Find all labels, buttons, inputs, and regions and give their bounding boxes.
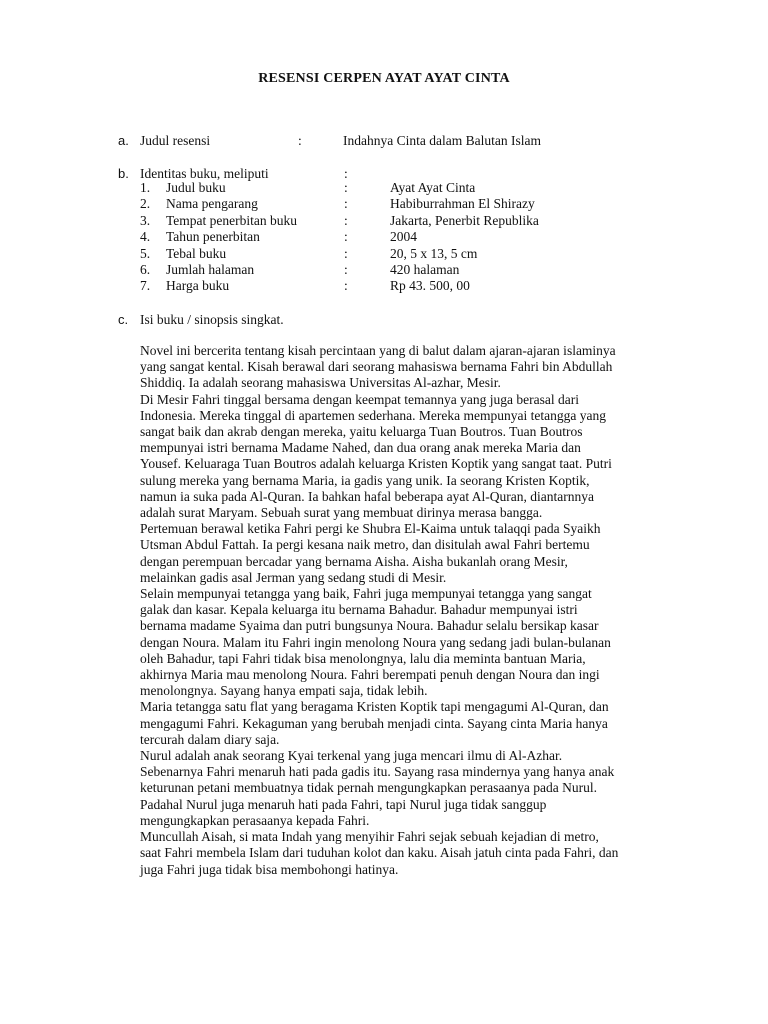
synopsis-line: melainkan gadis asal Jerman yang sedang studi di Mesir. — [140, 569, 447, 585]
synopsis-line: Yousef. Keluaraga Tuan Boutros adalah keluarga Kristen Koptik yang sangat taat. Putri — [140, 456, 612, 472]
identity-row-publisher — [140, 213, 700, 229]
synopsis-line: Novel ini bercerita tentang kisah percintaan yang di balut dalam ajaran-ajaran islaminya — [140, 343, 616, 358]
row-number: 2. — [140, 196, 151, 212]
row-number: 5. — [140, 245, 151, 261]
section-b-label: Identitas buku, meliputi — [140, 166, 269, 181]
synopsis-line: Muncullah Aisah, si mata Indah yang menyihir Fahri sejak sebuah kejadian di metro, — [140, 829, 599, 845]
row-value: Habiburrahman El Shirazy — [390, 196, 535, 212]
row-value: Ayat Ayat Cinta — [390, 180, 476, 195]
synopsis-line: yang sangat kental. Kisah berawal dari seorang mahasiswa bernama Fahri bin Abdullah — [140, 359, 613, 375]
row-value: Rp 43. 500, 00 — [390, 278, 470, 294]
synopsis-line: Utsman Abdul Fattah. Ia pergi kesana naik metro, dan disitulah awal Fahri bertemu — [140, 537, 590, 553]
synopsis-line: dengan perempuan bercadar yang bernama Aisha. Aisha bukanlah orang Mesir, — [140, 553, 568, 569]
row-colon: : — [344, 180, 348, 195]
synopsis-line: dengan Noura. Malam itu Fahri ingin menolong Noura yang sedang jadi bulan-bulanan — [140, 634, 611, 650]
synopsis-line: mempunyai istri bernama Madame Nahed, dan dua orang anak mereka Maria dan — [140, 440, 581, 456]
identity-row-price — [140, 278, 700, 294]
synopsis-line: akhirnya Maria mau menolong Noura. Fahri berempati penuh dengan Noura dan ingi — [140, 667, 600, 683]
synopsis-line: Shiddiq. Ia adalah seorang mahasiswa Universitas Al-azhar, Mesir. — [140, 375, 501, 391]
synopsis-line: saat Fahri membela Islam dari tuduhan kolot dan kaku. Aisah jatuh cinta pada Fahri, dan — [140, 845, 619, 861]
synopsis-line: galak dan kasar. Kepala keluarga itu bernama Bahadur. Bahadur mempunyai istri — [140, 602, 578, 618]
row-label: Nama pengarang — [166, 196, 258, 212]
synopsis-line: Nurul adalah anak seorang Kyai terkenal yang juga mencari ilmu di Al-Azhar. — [140, 748, 563, 764]
row-value: 420 halaman — [390, 261, 460, 277]
synopsis-line: menolongnya. Sayang hanya empati saja, tidak lebih. — [140, 683, 428, 699]
row-label: Jumlah halaman — [166, 261, 255, 277]
synopsis-body — [140, 343, 680, 878]
synopsis-line: mengagumi Fahri. Kekaguman yang berubah menjadi cinta. Sayang cinta Maria hanya — [140, 715, 608, 731]
section-c-label: Isi buku / sinopsis singkat. — [140, 312, 284, 327]
section-a-colon: : — [298, 133, 302, 148]
row-colon: : — [344, 261, 348, 277]
row-colon: : — [344, 212, 348, 228]
row-number: 6. — [140, 261, 151, 277]
section-b-letter: b. — [118, 166, 129, 181]
row-value: 2004 — [390, 229, 417, 245]
synopsis-line: keturunan petani membuatnya tidak pernah mengungkapkan perasaanya pada Nurul. — [140, 780, 597, 796]
row-value: 20, 5 x 13, 5 cm — [390, 245, 478, 261]
section-a-label: Judul resensi — [140, 133, 211, 148]
row-label: Harga buku — [166, 278, 230, 294]
row-number: 3. — [140, 212, 151, 228]
synopsis-line: Selain mempunyai tetangga yang baik, Fahri juga mempunyai tetangga yang sangat — [140, 586, 592, 602]
document-title: RESENSI CERPEN AYAT AYAT CINTA — [258, 71, 510, 86]
row-number: 1. — [140, 180, 151, 195]
row-label: Tempat penerbitan buku — [166, 212, 298, 228]
synopsis-line: tercurah dalam diary saja. — [140, 731, 280, 747]
synopsis-line: Pertemuan berawal ketika Fahri pergi ke Shubra El-Kaima untuk talaqqi pada Syaikh — [140, 521, 601, 537]
row-number: 4. — [140, 229, 151, 245]
book-identity-list — [140, 180, 700, 295]
section-c-letter: c. — [118, 312, 129, 327]
identity-row-thickness — [140, 246, 700, 262]
identity-row-title — [140, 180, 700, 196]
section-a-letter: a. — [118, 133, 129, 148]
synopsis-line: juga Fahri juga tidak bisa membohongi hatinya. — [140, 861, 399, 877]
synopsis-line: namun ia suka pada Al-Quran. Ia bahkan hafal beberapa ayat Al-Quran, diantarnnya — [140, 488, 594, 504]
synopsis-line: sulung mereka yang bernama Maria, ia gadis yang unik. Ia seorang Kristen Koptik, — [140, 472, 590, 488]
identity-row-author — [140, 196, 700, 212]
synopsis-line: Padahal Nurul juga menaruh hati pada Fahri, tapi Nurul juga tidak sanggup — [140, 796, 547, 812]
synopsis-line: mengungkapkan perasaanya kepada Fahri. — [140, 812, 370, 828]
row-label: Tebal buku — [166, 245, 227, 261]
row-label: Judul buku — [166, 180, 226, 195]
row-label: Tahun penerbitan — [166, 229, 260, 245]
row-number: 7. — [140, 278, 151, 294]
synopsis-line: Indonesia. Mereka tinggal di apartemen sederhana. Mereka mempunyai tetangga yang — [140, 407, 606, 423]
synopsis-line: adalah surat Maryam. Sebuah surat yang membuat dirinya merasa bangga. — [140, 505, 543, 521]
section-b-colon: : — [344, 166, 348, 181]
synopsis-line: sangat baik dan akrab dengan mereka, yaitu keluarga Tuan Boutros. Tuan Boutros — [140, 424, 583, 440]
synopsis-line: Di Mesir Fahri tinggal bersama dengan keempat temannya yang juga berasal dari — [140, 391, 579, 407]
row-value: Jakarta, Penerbit Republika — [390, 212, 539, 228]
synopsis-line: oleh Bahadur, tapi Fahri tidak bisa menolongnya, lalu dia meminta bantuan Maria, — [140, 650, 586, 666]
row-colon: : — [344, 245, 348, 261]
synopsis-line: Maria tetangga satu flat yang beragama Kristen Koptik tapi mengagumi Al-Quran, dan — [140, 699, 609, 715]
row-colon: : — [344, 196, 348, 212]
identity-row-pages — [140, 262, 700, 278]
synopsis-line: Sebenarnya Fahri menaruh hati pada gadis itu. Sayang rasa mindernya yang hanya anak — [140, 764, 615, 780]
synopsis-line: bernama madame Syaima dan putri bungsunya Noura. Bahadur selalu bersikap kasar — [140, 618, 599, 634]
row-colon: : — [344, 278, 348, 294]
row-colon: : — [344, 229, 348, 245]
identity-row-year — [140, 229, 700, 245]
section-a-value: Indahnya Cinta dalam Balutan Islam — [343, 133, 541, 148]
